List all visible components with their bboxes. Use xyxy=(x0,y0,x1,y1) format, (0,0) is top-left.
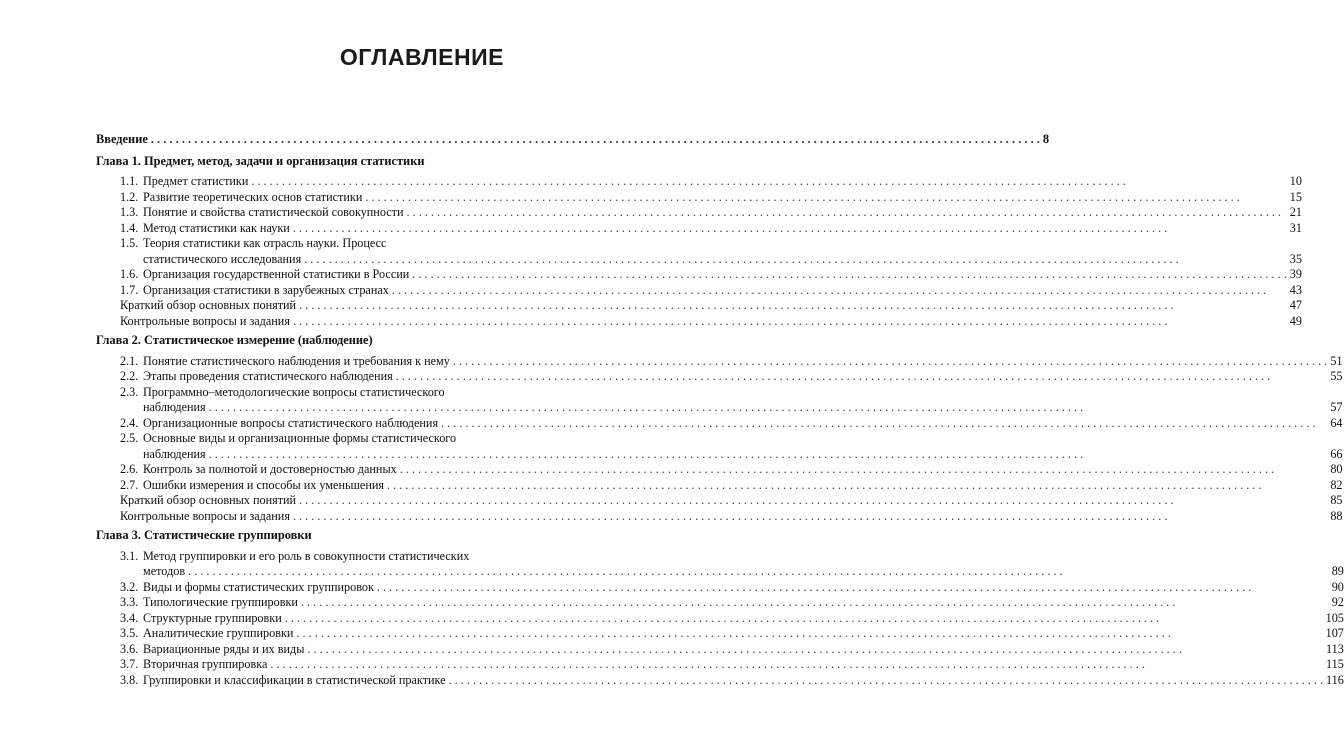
leader-dots xyxy=(407,205,1287,221)
section-title: Метод статистики как науки xyxy=(143,220,290,235)
section-title: Теория статистики как отрасль науки. Процесс xyxy=(143,236,387,250)
toc-entry[interactable] xyxy=(120,657,1344,673)
toc-entry[interactable] xyxy=(120,190,1302,206)
section-title: Развитие теоретических основ статистики xyxy=(143,189,363,204)
toc-entry[interactable] xyxy=(120,354,1343,370)
toc-entry[interactable] xyxy=(120,493,1343,509)
section-title: Организация статистики в зарубежных странах xyxy=(143,282,389,297)
section-number: 2.7. xyxy=(120,477,139,492)
section-number: 1.3. xyxy=(120,205,139,219)
toc-page-number: 88 xyxy=(1330,508,1343,523)
toc-page-number: 82 xyxy=(1330,477,1343,492)
section-title: Вторичная группировка xyxy=(143,657,268,671)
toc-page-number: 66 xyxy=(1330,446,1343,461)
section-title: Организационные вопросы статистического наблюдения xyxy=(143,415,439,430)
leader-dots xyxy=(251,174,1286,190)
table-of-contents xyxy=(96,132,1344,692)
section-number: 2.3. xyxy=(120,384,139,399)
leader-dots xyxy=(396,369,1328,385)
toc-entry[interactable] xyxy=(120,580,1344,596)
toc-page-number: 116 xyxy=(1326,672,1344,687)
toc-entry[interactable] xyxy=(120,626,1344,642)
section-title: Группировки и классификации в статистической практике xyxy=(143,672,446,687)
section-number: 1.6. xyxy=(120,267,139,281)
section-title: Метод группировки и его роль в совокупности статистических xyxy=(143,548,470,563)
section-title: Виды и формы статистических группировок xyxy=(143,579,374,594)
chapter-section-list xyxy=(96,353,1343,525)
section-number: 1.1. xyxy=(120,174,139,188)
toc-entry[interactable] xyxy=(120,174,1302,190)
toc-page-number: 55 xyxy=(1330,369,1343,383)
section-number: 3.2. xyxy=(120,579,139,594)
toc-entry[interactable] xyxy=(120,416,1343,432)
toc-page-number: 8 xyxy=(1042,132,1050,146)
section-number: 2.4. xyxy=(120,415,139,430)
leader-dots xyxy=(304,252,1287,268)
leader-dots xyxy=(209,447,1328,463)
section-title: Ошибки измерения и способы их уменьшения xyxy=(143,477,384,492)
section-number: 1.5. xyxy=(120,236,139,250)
section-title: Контроль за полнотой и достоверностью данных xyxy=(143,462,397,476)
leader-dots xyxy=(400,462,1328,478)
toc-intro-label: Введение xyxy=(96,132,148,146)
section-number: 3.7. xyxy=(120,657,139,671)
toc-entry[interactable] xyxy=(120,314,1302,330)
leader-dots xyxy=(392,283,1287,299)
toc-page-number: 21 xyxy=(1289,205,1302,219)
section-title: Понятие статистического наблюдения и требования к нему xyxy=(143,353,450,368)
toc-entry[interactable] xyxy=(120,385,1343,416)
toc-intro[interactable] xyxy=(96,132,1050,148)
section-number: 3.4. xyxy=(120,610,139,625)
toc-entry[interactable] xyxy=(120,369,1343,385)
toc-entry[interactable] xyxy=(120,462,1343,478)
section-title: наблюдения xyxy=(143,400,206,414)
section-title: Краткий обзор основных понятий xyxy=(120,493,297,507)
leader-dots xyxy=(270,657,1323,673)
chapter-heading[interactable]: Глава 3. Статистические группировки xyxy=(96,528,312,542)
section-title: Вариационные ряды и их виды xyxy=(143,641,305,656)
leader-dots xyxy=(296,626,1322,642)
section-number: 2.5. xyxy=(120,431,139,445)
leader-dots xyxy=(299,493,1327,509)
toc-entry[interactable] xyxy=(120,673,1344,689)
leader-dots xyxy=(293,314,1287,330)
section-title: наблюдения xyxy=(143,446,206,461)
toc-entry[interactable] xyxy=(120,509,1343,525)
toc-entry[interactable] xyxy=(120,611,1344,627)
section-number: 1.2. xyxy=(120,189,139,204)
toc-entry[interactable] xyxy=(120,642,1344,658)
chapter-heading[interactable]: Глава 2. Статистическое измерение (наблюдение) xyxy=(96,333,373,347)
toc-page-number: 80 xyxy=(1330,462,1343,476)
toc-page-number: 115 xyxy=(1326,657,1344,671)
section-title: Этапы проведения статистического наблюдения xyxy=(143,369,393,383)
toc-page-number: 90 xyxy=(1331,579,1344,594)
toc-entry[interactable] xyxy=(120,236,1302,267)
section-number: 3.6. xyxy=(120,641,139,656)
toc-page-number: 92 xyxy=(1331,595,1344,609)
toc-entry[interactable] xyxy=(120,431,1343,462)
leader-dots xyxy=(301,595,1329,611)
toc-entry[interactable] xyxy=(120,283,1302,299)
leader-dots xyxy=(449,673,1323,689)
section-number: 2.2. xyxy=(120,369,139,383)
toc-entry[interactable] xyxy=(120,205,1302,221)
section-title: Типологические группировки xyxy=(143,595,298,609)
section-number: 1.7. xyxy=(120,282,139,297)
section-title: Организация государственной статистики в России xyxy=(143,267,410,281)
leader-dots xyxy=(293,221,1287,237)
toc-page-number: 15 xyxy=(1289,189,1302,204)
section-number: 1.4. xyxy=(120,220,139,235)
toc-entry[interactable] xyxy=(120,549,1344,580)
chapter-section-list xyxy=(96,174,1302,329)
leader-dots xyxy=(285,611,1323,627)
chapter-heading[interactable]: Глава 1. Предмет, метод, задачи и организация статистики xyxy=(96,153,425,168)
toc-page-number: 107 xyxy=(1325,626,1344,640)
leader-dots xyxy=(453,354,1327,370)
section-title: Основные виды и организационные формы статистического xyxy=(143,431,457,445)
chapter-section-list xyxy=(96,548,1344,689)
section-title: Контрольные вопросы и задания xyxy=(120,313,290,328)
leader-dots xyxy=(377,580,1329,596)
toc-page-number: 43 xyxy=(1289,282,1302,297)
leader-dots xyxy=(441,416,1327,432)
leader-dots xyxy=(365,190,1286,206)
toc-page-number: 10 xyxy=(1289,174,1302,188)
toc-page-number: 64 xyxy=(1330,415,1343,430)
toc-entry[interactable] xyxy=(120,267,1302,283)
section-title: методов xyxy=(143,564,186,578)
toc-page-number: 85 xyxy=(1330,493,1343,507)
section-title: статистического исследования xyxy=(143,251,302,266)
section-title: Понятие и свойства статистической совокупности xyxy=(143,205,404,219)
toc-entry[interactable] xyxy=(120,595,1344,611)
leader-dots xyxy=(151,132,1040,148)
toc-page-number: 47 xyxy=(1289,298,1302,312)
toc-page-number: 57 xyxy=(1330,400,1343,414)
leader-dots xyxy=(293,509,1327,525)
section-title: Краткий обзор основных понятий xyxy=(120,298,297,312)
toc-page-number: 89 xyxy=(1331,564,1344,578)
leader-dots xyxy=(387,478,1327,494)
toc-entry[interactable] xyxy=(120,478,1343,494)
toc-entry[interactable] xyxy=(120,298,1302,314)
section-title: Предмет статистики xyxy=(143,174,249,188)
toc-page-number: 105 xyxy=(1325,610,1344,625)
leader-dots xyxy=(188,564,1329,580)
toc-page-number: 35 xyxy=(1289,251,1302,266)
toc-entry[interactable] xyxy=(120,221,1302,237)
toc-page-number: 39 xyxy=(1289,267,1302,281)
toc-page-number: 31 xyxy=(1289,220,1302,235)
section-title: Структурные группировки xyxy=(143,610,282,625)
section-title: Контрольные вопросы и задания xyxy=(120,508,290,523)
section-number: 3.8. xyxy=(120,672,139,687)
leader-dots xyxy=(209,400,1328,416)
section-title: Программно–методологические вопросы статистического xyxy=(143,384,445,399)
section-number: 3.3. xyxy=(120,595,139,609)
section-number: 2.6. xyxy=(120,462,139,476)
toc-page-number: 49 xyxy=(1289,313,1302,328)
leader-dots xyxy=(412,267,1286,283)
leader-dots xyxy=(299,298,1287,314)
toc-page-number: 113 xyxy=(1326,641,1344,656)
section-title: Аналитические группировки xyxy=(143,626,294,640)
section-number: 3.5. xyxy=(120,626,139,640)
section-number: 3.1. xyxy=(120,548,139,563)
page-title: ОГЛАВЛЕНИЕ xyxy=(339,44,504,70)
leader-dots xyxy=(307,642,1323,658)
toc-page-number: 51 xyxy=(1330,353,1343,368)
section-number: 2.1. xyxy=(120,353,139,368)
